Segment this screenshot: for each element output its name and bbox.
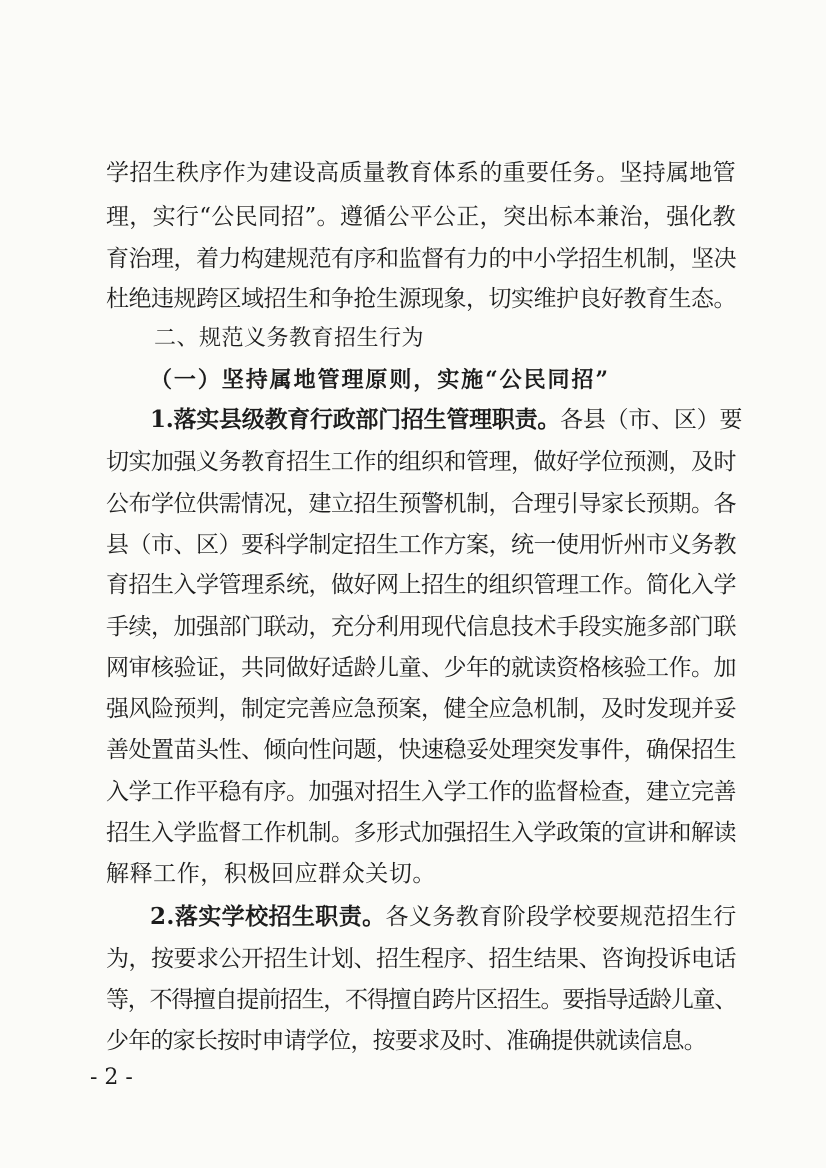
text-line: 强风险预判，制定完善应急预案，健全应急机制，及时发现并妥 xyxy=(106,696,736,722)
page-number: - 2 - xyxy=(90,1065,133,1090)
text-line: 切实加强义务教育招生工作的组织和管理，做好学位预测，及时 xyxy=(106,449,736,475)
text-line: 县（市、区）要科学制定招生工作方案，统一使用忻州市义务教 xyxy=(106,532,736,558)
text-line: 网审核验证，共同做好适龄儿童、少年的就读资格核验工作。加 xyxy=(106,655,736,681)
text-line: 手续，加强部门联动，充分利用现代信息技术手段实施多部门联 xyxy=(106,614,736,640)
text-line: 善处置苗头性、倾向性问题，快速稳妥处理突发事件，确保招生 xyxy=(106,737,736,763)
item-1-first-line xyxy=(150,405,742,435)
text-line: 入学工作平稳有序。加强对招生入学工作的监督检查，建立完善 xyxy=(106,779,736,805)
section-heading: 二、规范义务教育招生行为 xyxy=(154,326,424,351)
text-line: 学招生秩序作为建设高质量教育体系的重要任务。坚持属地管 xyxy=(106,160,736,186)
text-line: 少年的家长按时申请学位，按要求及时、准确提供就读信息。 xyxy=(106,1028,707,1054)
text-line: 招生入学监督工作机制。多形式加强招生入学政策的宣讲和解读 xyxy=(106,820,736,846)
text-line: 理，实行“公民同招”。遵循公平公正，突出标本兼治，强化教 xyxy=(106,204,736,230)
subsection-heading: （一）坚持属地管理原则，实施“公民同招” xyxy=(150,367,610,393)
item-2-first-line-rest: 各义务教育阶段学校要规范招生行 xyxy=(385,904,737,930)
text-line: 公布学位供需情况，建立招生预警机制，合理引导家长预期。各 xyxy=(106,491,736,517)
item-1-first-line-rest: 各县（市、区）要 xyxy=(560,407,743,433)
text-line: 解释工作，积极回应群众关切。 xyxy=(106,861,436,887)
text-line: 育招生入学管理系统，做好网上招生的组织管理工作。简化入学 xyxy=(106,572,736,598)
item-2-lead: 2.落实学校招生职责。 xyxy=(150,903,386,930)
item-1-lead: 1.落实县级教育行政部门招生管理职责。 xyxy=(150,406,561,433)
text-line: 杜绝违规跨区域招生和争抢生源现象，切实维护良好教育生态。 xyxy=(106,286,736,312)
text-line: 等，不得擅自提前招生，不得擅自跨片区招生。要指导适龄儿童、 xyxy=(106,987,737,1013)
text-line: 育治理，着力构建规范有序和监督有力的中小学招生机制，坚决 xyxy=(106,246,736,272)
text-line: 为，按要求公开招生计划、招生程序、招生结果、咨询投诉电话 xyxy=(106,946,736,972)
item-2-first-line xyxy=(150,902,737,932)
